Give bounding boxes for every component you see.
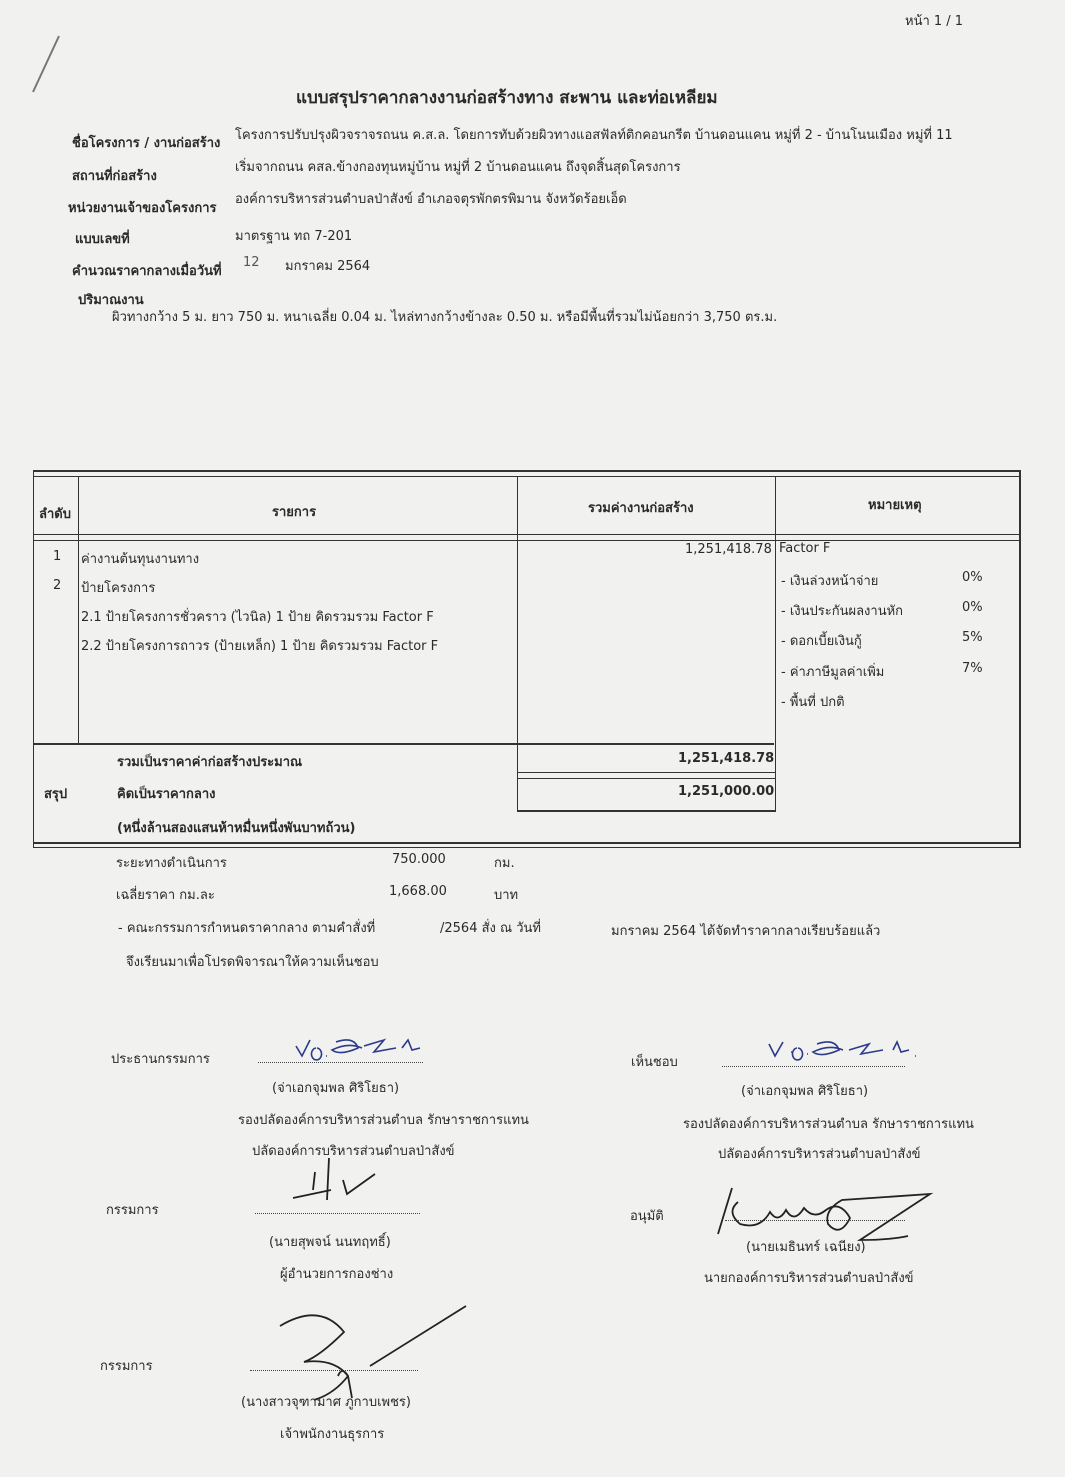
summary-box-divider-2 (517, 778, 775, 779)
table-border-top (33, 470, 1021, 472)
table-border-bottom (33, 842, 1021, 844)
row-1-no: 1 (53, 549, 62, 564)
member1-role: กรรมการ (106, 1203, 159, 1218)
member2-role: กรรมการ (100, 1359, 153, 1374)
avg-label: เฉลี่ยราคา กม.ละ (116, 888, 215, 903)
member1-signature (285, 1150, 405, 1210)
table-body-bottom (33, 743, 774, 745)
row-1-item: ค่างานต้นทุนงานทาง (81, 552, 200, 567)
chair-signature (290, 1026, 450, 1068)
approve-position: นายกองค์การบริหารส่วนตำบลป่าสังข์ (704, 1271, 914, 1286)
project-label: ชื่อโครงการ / งานก่อสร้าง (72, 136, 221, 151)
summary-total-label: รวมเป็นราคาค่าก่อสร้างประมาณ (117, 755, 303, 770)
remark-4-value: 7% (962, 661, 983, 676)
chair-role: ประธานกรรมการ (111, 1052, 210, 1067)
distance-value: 750.000 (392, 852, 446, 867)
document-title: แบบสรุปราคากลางงานก่อสร้างทาง สะพาน และท่อเหลียม (296, 88, 718, 108)
member2-name: (นางสาวจุฑามาศ ภูกาบเพชร) (241, 1395, 411, 1410)
quantity-label: ปริมาณงาน (78, 293, 144, 308)
remark-1-label: - เงินล่วงหน้าจ่าย (781, 574, 879, 589)
approve-name: (นายเมธินทร์ เฉนียง) (746, 1240, 866, 1255)
avg-unit: บาท (494, 888, 519, 903)
committee-text-b: /2564 สั่ง ณ วันที่ (440, 921, 541, 936)
summary-median-label: คิดเป็นราคากลาง (117, 787, 216, 802)
pencil-mark (25, 30, 65, 100)
header-cost: รวมค่างานก่อสร้าง (588, 501, 694, 516)
remark-4-label: - ค่าภาษีมูลค่าเพิ่ม (781, 665, 885, 680)
distance-label: ระยะทางดำเนินการ (116, 856, 227, 871)
approve-role: อนุมัติ (630, 1209, 664, 1224)
request-text: จึงเรียนมาเพื่อโปรดพิจารณาให้ความเห็นชอบ (126, 955, 379, 970)
summary-total-value: 1,251,418.78 (678, 751, 775, 766)
design-value: มาตรฐาน ทถ 7-201 (235, 229, 353, 244)
col-divider-2 (517, 476, 518, 812)
remark-3-value: 5% (962, 630, 983, 645)
calc-day: 12 (243, 255, 260, 270)
summary-median-value: 1,251,000.00 (678, 784, 775, 799)
remark-title: Factor F (779, 541, 831, 556)
agree-position-1: รองปลัดองค์การบริหารส่วนตำบล รักษาราชการแทน (683, 1117, 974, 1132)
table-header-divider (33, 534, 1021, 535)
chair-position-2: ปลัดองค์การบริหารส่วนตำบลป่าสังข์ (252, 1144, 455, 1159)
member1-sign-line (255, 1213, 420, 1214)
summary-box-bottom (517, 810, 775, 812)
page-number: หน้า 1 / 1 (905, 14, 964, 29)
table-header-divider-2 (33, 540, 1021, 541)
owner-value: องค์การบริหารส่วนตำบลป่าสังข์ อำเภอจตุรพักตรพิมาน จังหวัดร้อยเอ็ด (235, 192, 627, 207)
remark-1-value: 0% (962, 570, 983, 585)
table-border-right (1019, 470, 1021, 848)
calc-date-label: คำนวณราคากลางเมื่อวันที่ (72, 264, 222, 279)
committee-text-c: มกราคม 2564 ได้จัดทำราคากลางเรียบร้อยแล้ว (611, 924, 881, 939)
chair-name: (จ่าเอกจุมพล ศิริโยธา) (272, 1081, 400, 1096)
remark-5-label: - พื้นที่ ปกติ (781, 695, 845, 710)
row-2-no: 2 (53, 578, 62, 593)
committee-text-a: - คณะกรรมการกำหนดราคากลาง ตามคำสั่งที่ (118, 921, 376, 936)
remark-2-label: - เงินประกันผลงานหัก (781, 604, 904, 619)
agree-signature (765, 1030, 930, 1070)
agree-name: (จ่าเอกจุมพล ศิริโยธา) (741, 1084, 869, 1099)
site-value: เริ่มจากถนน คสล.ข้างกองทุนหมู่บ้าน หมู่ที่ 2 บ้านดอนแคน ถึงจุดสิ้นสุดโครงการ (235, 160, 681, 175)
summary-box-divider (517, 772, 775, 773)
distance-unit: กม. (494, 856, 515, 871)
row-1-cost: 1,251,418.78 (685, 542, 772, 557)
table-border-bottom-2 (33, 847, 1021, 848)
member1-name: (นายสุพจน์ นนทฤทธิ์) (269, 1235, 391, 1250)
summary-words: (หนึ่งล้านสองแสนห้าหมื่นหนึ่งพันบาทถ้วน) (117, 821, 356, 836)
row-2-item: ป้ายโครงการ (81, 581, 156, 596)
row-4-item: 2.2 ป้ายโครงการถาวร (ป้ายเหล็ก) 1 ป้าย คิดรวมรวม Factor F (81, 639, 439, 654)
table-border-left (33, 470, 34, 848)
summary-label: สรุป (44, 787, 68, 802)
table-border-top-inner (33, 476, 1021, 477)
project-value: โครงการปรับปรุงผิวจราจรถนน ค.ส.ล. โดยการทับด้วยผิวทางแอสฟัลท์ติกคอนกรีต บ้านดอนแคน หมู่ที่ 2 - บ้านโนนเมือง หมู่ที่ 11 (235, 128, 953, 143)
avg-value: 1,668.00 (389, 884, 447, 899)
row-3-item: 2.1 ป้ายโครงการชั่วคราว (ไวนิล) 1 ป้าย คิดรวมรวม Factor F (81, 610, 434, 625)
header-item: รายการ (272, 505, 317, 520)
remark-3-label: - ดอกเบี้ยเงินกู้ (781, 634, 862, 649)
col-divider-1 (78, 476, 79, 744)
chair-position-1: รองปลัดองค์การบริหารส่วนตำบล รักษาราชการแทน (238, 1113, 529, 1128)
site-label: สถานที่ก่อสร้าง (72, 169, 157, 184)
header-remark: หมายเหตุ (868, 498, 922, 513)
design-label: แบบเลขที่ (75, 232, 130, 247)
owner-label: หน่วยงานเจ้าของโครงการ (68, 201, 217, 216)
member2-position: เจ้าพนักงานธุรการ (280, 1427, 385, 1442)
col-divider-3 (775, 476, 776, 812)
agree-position-2: ปลัดองค์การบริหารส่วนตำบลป่าสังข์ (718, 1147, 921, 1162)
header-no: ลำดับ (39, 507, 71, 522)
remark-2-value: 0% (962, 600, 983, 615)
member1-position: ผู้อำนวยการกองช่าง (280, 1267, 394, 1282)
calc-date-value: มกราคม 2564 (285, 259, 371, 274)
quantity-value: ผิวทางกว้าง 5 ม. ยาว 750 ม. หนาเฉลี่ย 0.04 ม. ไหล่ทางกว้างข้างละ 0.50 ม. หรือมีพื้นที่รวมไม่น้อยกว่า 3,750 ตร.ม. (112, 310, 778, 325)
agree-role: เห็นชอบ (631, 1055, 678, 1070)
